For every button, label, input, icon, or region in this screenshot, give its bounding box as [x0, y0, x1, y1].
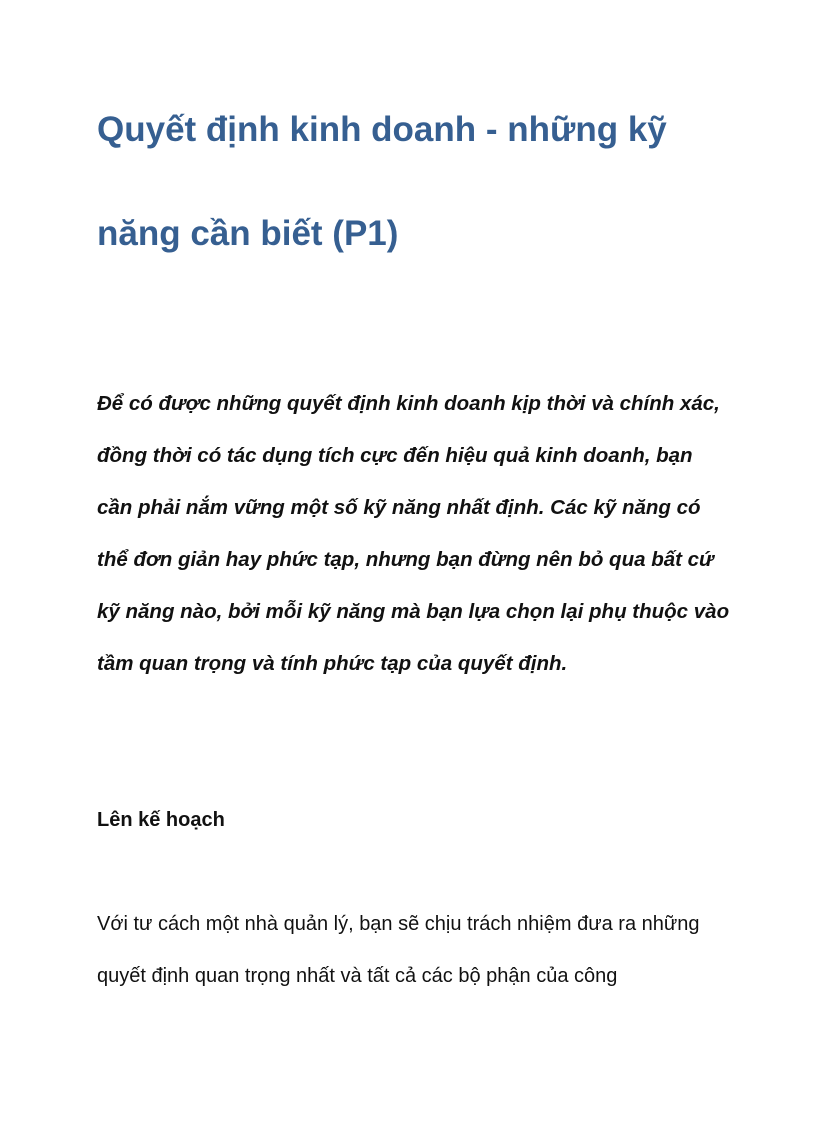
section-heading: Lên kế hoạch [97, 809, 225, 831]
body-paragraph: Với tư cách một nhà quản lý, bạn sẽ chịu trách nhiệm đưa ra những quyết định quan trọng nhất và tất cả các bộ phận của công [97, 913, 700, 987]
lead-paragraph: Để có được những quyết định kinh doanh kịp thời và chính xác, đồng thời có tác dụng tích cực đến hiệu quả kinh doanh, bạn cần phải nắm vững một số kỹ năng nhất định. Các kỹ năng có thể đơn giản hay phức tạp, nhưng bạn đừng nên bỏ qua bất cứ kỹ năng nào, bởi mỗi kỹ năng mà bạn lựa chọn lại phụ thuộc vào tầm quan trọng và tính phức tạp của quyết định. [97, 392, 730, 675]
document-title: Quyết định kinh doanh - những kỹ năng cần biết (P1) [97, 110, 667, 253]
